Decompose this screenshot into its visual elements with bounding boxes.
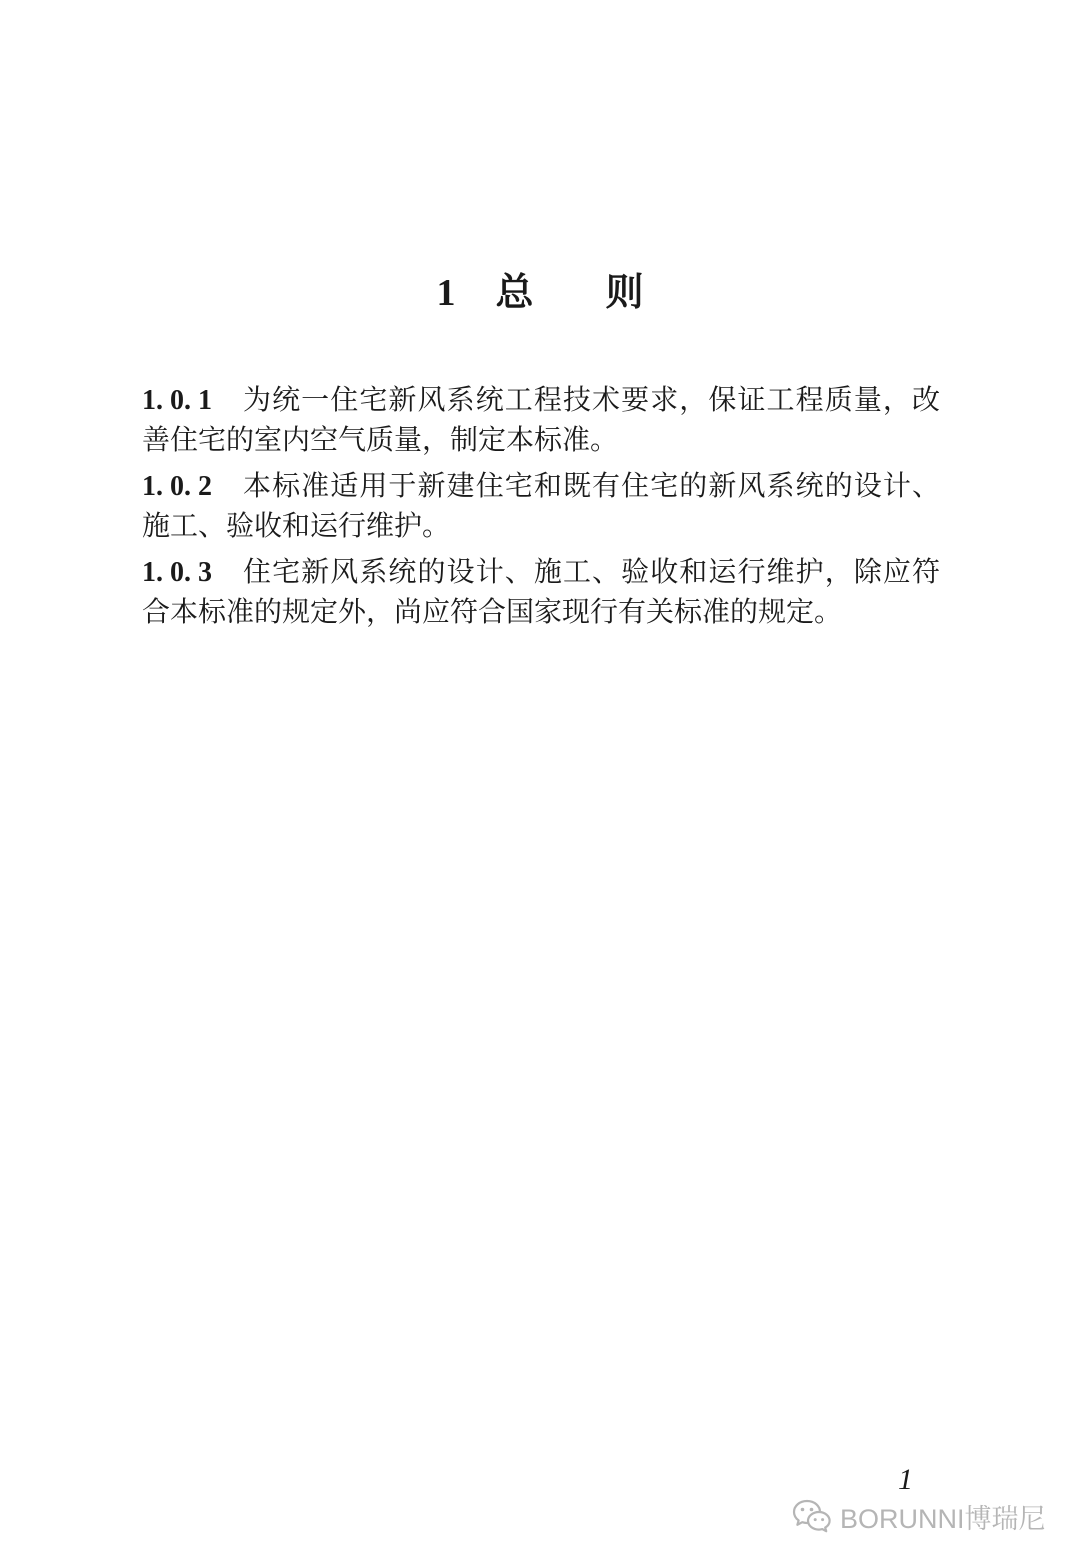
clause-text: 施工、验收和运行维护。 <box>142 511 451 542</box>
clause-text: 本标准适用于新建住宅和既有住宅的新风系统的设计、 <box>243 471 940 502</box>
clause-1-0-3 <box>142 553 940 633</box>
clause-list <box>142 381 940 639</box>
clause-line <box>142 467 940 507</box>
clause-1-0-2 <box>142 467 940 547</box>
clause-line <box>142 553 940 593</box>
clause-text: 善住宅的室内空气质量，制定本标准。 <box>142 425 619 456</box>
clause-line <box>142 381 940 421</box>
clause-text: 为统一住宅新风系统工程技术要求，保证工程质量，改 <box>243 385 940 416</box>
chapter-name: 总则 <box>495 272 716 314</box>
watermark-text: BORUNNI博瑞尼 <box>840 1503 1046 1534</box>
clause-text: 住宅新风系统的设计、施工、验收和运行维护，除应符 <box>243 557 940 588</box>
clause-text: 合本标准的规定外，尚应符合国家现行有关标准的规定。 <box>142 597 843 628</box>
clause-number: 1. 0. 2 <box>142 471 212 502</box>
clause-number: 1. 0. 3 <box>142 557 212 588</box>
chapter-title <box>0 268 1080 318</box>
wechat-icon <box>792 1498 832 1534</box>
clause-number: 1. 0. 1 <box>142 385 212 416</box>
watermark <box>792 1496 1046 1536</box>
clause-line <box>142 507 940 547</box>
clause-line <box>142 593 940 633</box>
clause-line <box>142 421 940 461</box>
page-number: 1 <box>898 1463 913 1496</box>
clause-1-0-1 <box>142 381 940 461</box>
chapter-number: 1 <box>436 272 456 314</box>
